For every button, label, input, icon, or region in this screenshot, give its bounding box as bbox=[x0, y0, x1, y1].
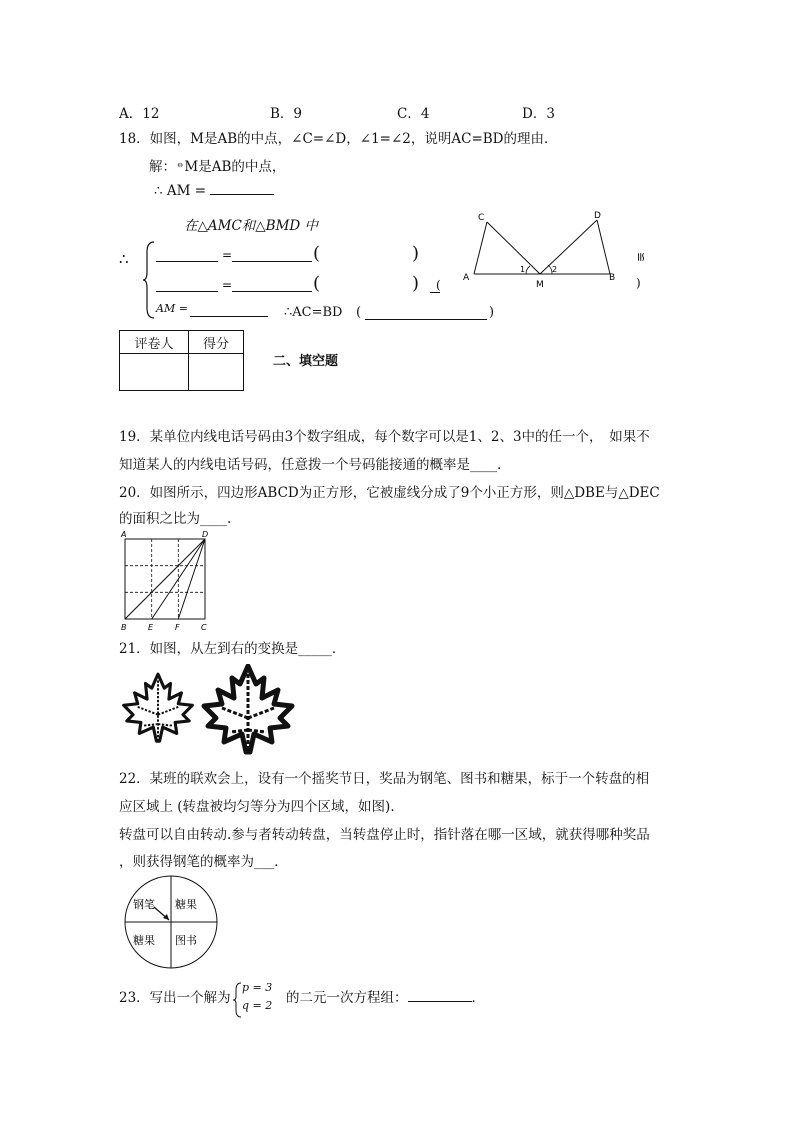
spinner-bottom-left: 糖果 bbox=[133, 934, 155, 947]
congruent-paren-close: ) bbox=[636, 276, 641, 290]
question-22-line-2: 应区域上 (转盘被均匀等分为四个区域，如图). bbox=[119, 799, 395, 815]
question-22-line-4: ，则获得钢笔的概率为___． bbox=[119, 854, 288, 870]
section-title: 二、填空题 bbox=[273, 354, 339, 369]
maple-leaves-figure bbox=[120, 664, 300, 760]
q23-suffix-text: 的二元一次方程组： bbox=[286, 990, 408, 1006]
option-d: D．3 bbox=[522, 106, 555, 122]
question-19-line-1: 19．某单位内线电话号码由3个数字组成，每个数字可以是1、2、3中的任一个， 如果不 bbox=[119, 429, 650, 445]
therefore-am-line bbox=[154, 182, 274, 200]
row1-paren-open: ( bbox=[313, 243, 321, 264]
reviewer-cell[interactable] bbox=[120, 354, 189, 391]
q23-brace bbox=[232, 982, 242, 1018]
conclusion: ∴AC=BD bbox=[284, 305, 343, 320]
grading-table bbox=[119, 330, 244, 391]
label-a: A bbox=[463, 273, 470, 283]
q23-end: ． bbox=[471, 990, 485, 1006]
small-maple-leaf-icon bbox=[124, 674, 193, 741]
question-23-prefix: 23．写出一个解为 bbox=[119, 990, 231, 1006]
figure-20 bbox=[117, 530, 217, 634]
option-b: B．9 bbox=[270, 106, 303, 122]
am-row-label: AM = bbox=[156, 302, 188, 315]
q23-p-eq: p = 3 bbox=[242, 981, 273, 994]
solution-label: 解： bbox=[149, 159, 176, 175]
congruent-icon: ≌ bbox=[634, 251, 649, 263]
question-18: 18．如图，M是AB的中点，∠C=∠D，∠1=∠2，说明AC=BD的理由． bbox=[119, 131, 558, 147]
question-23-suffix bbox=[286, 989, 485, 1007]
solution-line bbox=[149, 156, 285, 176]
row2-right-blank[interactable] bbox=[232, 279, 312, 292]
spinner-top-left: 钢笔 bbox=[133, 898, 155, 911]
label-m: M bbox=[536, 280, 544, 288]
label-b: B bbox=[121, 623, 127, 632]
question-22-line-3: 转盘可以自由转动.参与者转动转盘，当转盘停止时，指针落在哪一区域，就获得哪种奖品 bbox=[119, 827, 650, 843]
spinner-top-right: 糖果 bbox=[175, 898, 197, 911]
spinner-bottom-right: 图书 bbox=[175, 934, 197, 947]
therefore-am-text: ∴ AM = bbox=[154, 183, 207, 199]
label-c: C bbox=[478, 213, 485, 223]
row1-eq: = bbox=[222, 248, 233, 262]
row2-paren-open: ( bbox=[313, 273, 321, 294]
reason-paren-open: ( bbox=[436, 278, 441, 292]
label-a: A bbox=[121, 530, 127, 539]
question-19-line-2: 知道某人的内线电话号码，任意拨一个号码能接通的概率是____. bbox=[119, 457, 502, 473]
conclusion-blank[interactable] bbox=[365, 307, 487, 320]
large-maple-leaf-icon bbox=[204, 666, 292, 752]
question-20-line-2: 的面积之比为____. bbox=[119, 511, 232, 527]
conclusion-paren-open: ( bbox=[356, 305, 362, 320]
label-d: D bbox=[594, 211, 601, 221]
question-21: 21．如图，从左到右的变换是_____． bbox=[119, 641, 346, 657]
label-b: B bbox=[609, 273, 616, 283]
angle-2-label: 2 bbox=[552, 265, 558, 274]
spinner-figure bbox=[118, 874, 228, 972]
row3-blank[interactable] bbox=[190, 304, 268, 317]
reviewer-header: 评卷人 bbox=[120, 331, 189, 354]
conclusion-paren-close: ) bbox=[489, 305, 495, 320]
label-c: C bbox=[201, 623, 207, 632]
row2-eq: = bbox=[222, 278, 233, 292]
because-icon: ⦵ bbox=[176, 159, 185, 170]
angle-1-label: 1 bbox=[520, 265, 526, 274]
q23-q-eq: q = 2 bbox=[242, 999, 273, 1012]
label-e: E bbox=[148, 623, 154, 632]
option-c: C．4 bbox=[397, 106, 430, 122]
score-header: 得分 bbox=[189, 331, 244, 354]
question-22-line-1: 22．某班的联欢会上，设有一个摇奖节日，奖品为钢笔、图书和糖果，标于一个转盘的相 bbox=[119, 771, 650, 787]
therefore-symbol: ∴ bbox=[119, 250, 129, 268]
question-20-line-1: 20．如图所示，四边形ABCD为正方形，它被虚线分成了9个小正方形，则△DBE与△DEC bbox=[119, 485, 660, 501]
row1-left-blank[interactable] bbox=[156, 249, 218, 262]
in-triangles-line: 在△AMC和△BMD 中 bbox=[184, 218, 319, 234]
row1-right-blank[interactable] bbox=[232, 249, 312, 262]
option-a: A．12 bbox=[119, 106, 160, 122]
row2-paren-close: ) bbox=[412, 273, 420, 294]
label-d: D bbox=[202, 530, 209, 539]
label-f: F bbox=[175, 623, 180, 632]
row2-left-blank[interactable] bbox=[156, 279, 218, 292]
score-cell[interactable] bbox=[189, 354, 244, 391]
am-blank[interactable] bbox=[210, 182, 274, 195]
q23-blank[interactable] bbox=[408, 989, 472, 1002]
system-brace bbox=[142, 240, 156, 320]
because-text: M是AB的中点， bbox=[184, 159, 286, 175]
figure-18 bbox=[460, 208, 620, 288]
row1-paren-close: ) bbox=[412, 243, 420, 264]
